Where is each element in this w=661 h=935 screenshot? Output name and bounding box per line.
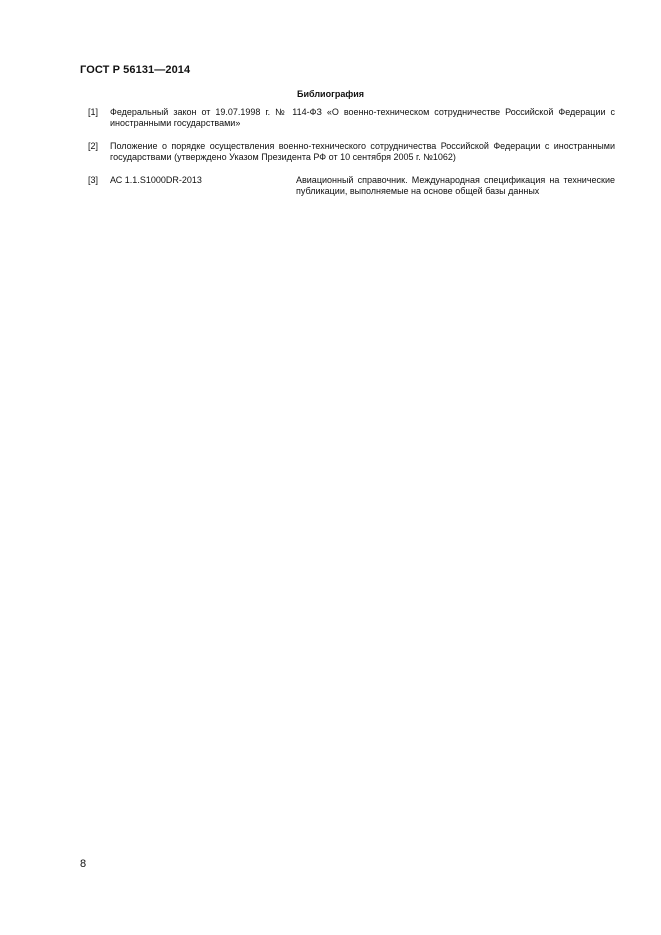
bibliography-list [88,107,615,209]
document-code-header: ГОСТ Р 56131—2014 [80,64,191,76]
entry-text: Положение о порядке осуществления военно-технического сотрудничества Российской Федерации с иностранными государствами (утверждено Указом Президента РФ от 10 сентября 2005 г. №1062) [110,141,615,162]
entry-code: АС 1.1.S1000DR-2013 [110,175,202,185]
entry-number: [3] [88,175,99,185]
entry-text: Федеральный закон от 19.07.1998 г. № 114-ФЗ «О военно-техническом сотрудничестве Российской Федерации с иностранными государствами» [110,107,615,128]
bibliography-entry [88,175,615,197]
bibliography-entry [88,107,615,129]
entry-number: [2] [88,141,99,151]
entry-number: [1] [88,107,99,117]
bibliography-title: Библиография [297,89,364,99]
entry-text: Авиационный справочник. Международная спецификация на технические публикации, выполняемые на основе общей базы данных [296,175,615,196]
bibliography-entry [88,141,615,163]
page-number: 8 [80,858,87,870]
